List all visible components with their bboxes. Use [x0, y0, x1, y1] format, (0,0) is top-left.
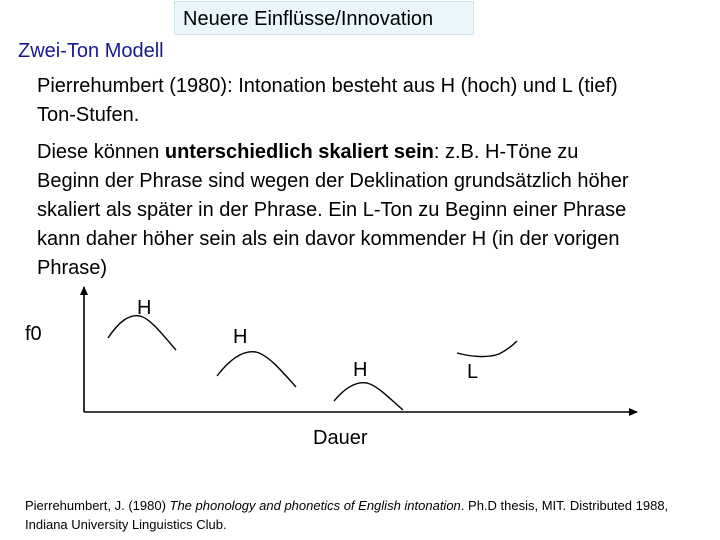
tone-contour-1	[108, 316, 176, 350]
x-axis-label: Dauer	[313, 427, 368, 449]
tone-contour-2	[217, 352, 296, 387]
tone-label-1: H	[137, 297, 152, 319]
paragraph-pierrehumbert: Pierrehumbert (1980): Intonation besteht aus H (hoch) und L (tief) Ton-Stufen.	[37, 75, 618, 126]
reference-rest: . Ph.D thesis, MIT. Distributed 1988, Indiana University Linguistics Club.	[25, 498, 669, 532]
reference-author: Pierrehumbert, J. (1980)	[25, 498, 170, 513]
reference-citation	[25, 496, 705, 534]
tone-contour-4	[457, 341, 517, 357]
paragraph-emphasis: unterschiedlich skaliert sein	[164, 141, 434, 163]
slide-title: Neuere Einflüsse/Innovation	[174, 1, 474, 35]
paragraph-rest: : z.B. H-Töne zu Beginn der Phrase sind wegen der Deklination grundsätzlich höher skaliert als später in der Phrase. Ein L-Ton zu Beginn einer Phrase kann daher höher sein als ein davor kommender H (in der vorigen Phrase)	[37, 141, 629, 279]
paragraph-lead: Diese können	[37, 141, 165, 163]
tone-label-3: H	[353, 359, 368, 381]
tone-label-2: H	[233, 326, 248, 348]
section-heading: Zwei-Ton Modell	[18, 40, 164, 62]
tone-label-4: L	[467, 361, 479, 383]
reference-title: The phonology and phonetics of English intonation	[169, 498, 461, 513]
y-axis-label: f0	[25, 323, 42, 345]
tone-contour-3	[334, 383, 403, 410]
